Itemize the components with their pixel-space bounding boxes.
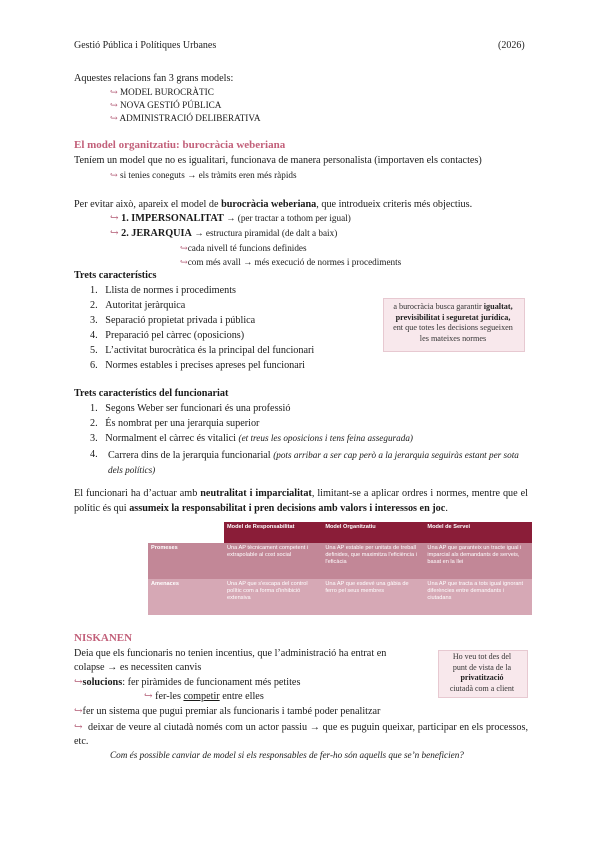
criterion-jerarquia: ↪ 2. JERARQUIA → estructura piramidal (de dalt a baix) bbox=[110, 228, 338, 239]
arrow-icon: ↪ bbox=[110, 100, 118, 110]
arrow-icon: ↪ bbox=[110, 228, 119, 239]
niskanen-paragraph-2: ↪fer un sistema que pugui premiar als funcionaris i també poder penalitzar bbox=[74, 706, 381, 717]
table-row bbox=[148, 579, 532, 615]
arrow-icon: ↪ bbox=[74, 706, 83, 717]
arrow-icon: ↪ bbox=[110, 87, 118, 97]
trait-item: 4. Preparació pel càrrec (oposicions) bbox=[90, 330, 245, 341]
table-row-label: Promeses bbox=[148, 543, 224, 579]
arrow-icon: ↪ bbox=[110, 170, 118, 180]
weber-paragraph-1-sub: ↪ si tenies coneguts → els tràmits eren més ràpids bbox=[110, 170, 297, 180]
criterion-impersonalitat: ↪ 1. IMPERSONALITAT → (per tractar a tothom per igual) bbox=[110, 213, 351, 224]
table-cell: Una AP estable per unitats de treball definides, que maximitza l'eficiència i l'eficàcia bbox=[322, 543, 424, 579]
weber-paragraph-1: Teníem un model que no es igualitari, funcionava de manera personalista (importaven els contactes) bbox=[74, 155, 482, 166]
note-box-bureaucracy-text: a burocràcia busca garantir igualtat, previsibilitat i seguretat jurídica, ent que totes les decisions segueixen les mateixes normes bbox=[393, 302, 513, 343]
arrow-icon: ↪ bbox=[180, 243, 188, 253]
official-trait-item: 3. Normalment el càrrec és vitalici (et treus les oposicions i tens feina assegurada) bbox=[90, 433, 413, 444]
arrow-icon: ↪ bbox=[74, 722, 83, 733]
official-trait-item: 4. Carrera dins de la jerarquia funcionarial (pots arribar a ser cap però a la jerarquia seguiràs estant per sota dels polítics) bbox=[90, 449, 519, 475]
weber-paragraph-3: El funcionari ha d’actuar amb neutralitat i imparcialitat, limitant-se a aplicar ordres i normes, mentre que el polític és qui assumeix la responsabilitat i pren decisions amb valors i interessos en joc. bbox=[74, 488, 528, 514]
table-cell: Una AP que esdevé una gàbia de ferro pel seus membres bbox=[322, 579, 424, 615]
official-trait-item: 2. És nombrat per una jerarquia superior bbox=[90, 418, 260, 429]
table-cell: Una AP tècnicament competent i extrapolable al cost social bbox=[224, 543, 322, 579]
trait-item: 5. L’activitat burocràtica és la principal del funcionari bbox=[90, 345, 315, 356]
arrow-icon: ↪ bbox=[180, 257, 188, 267]
section-heading-weber: El model organitzatiu: burocràcia weberiana bbox=[74, 139, 286, 151]
section-heading-niskanen: NISKANEN bbox=[74, 632, 133, 644]
niskanen-solutions: ↪solucions: fer piràmides de funcionament més petites bbox=[74, 677, 301, 688]
intro-text: Aquestes relacions fan 3 grans models: bbox=[74, 73, 234, 84]
niskanen-paragraph-1b: colapse → es necessiten canvis bbox=[74, 662, 202, 673]
table-cell: Una AP que tracta a tots igual ignorant diferències entre demandants i ciutadans bbox=[424, 579, 532, 615]
note-box-privatization-text: Ho veu tot des del punt de vista de la privatització ciutadà com a client bbox=[449, 652, 515, 693]
arrow-icon: ↪ bbox=[110, 213, 119, 224]
table-header-cell bbox=[148, 522, 224, 543]
trait-item: 2. Autoritat jeràrquica bbox=[90, 300, 186, 311]
model-item: ↪ ADMINISTRACIÓ DELIBERATIVA bbox=[110, 113, 261, 123]
model-item: ↪ NOVA GESTIÓ PÚBLICA bbox=[110, 100, 222, 110]
models-table bbox=[148, 522, 532, 615]
table-header-cell: Model de Servei bbox=[424, 522, 532, 543]
criterion-jerarquia-sub: ↪com més avall → més execució de normes i procediments bbox=[180, 257, 402, 267]
table-header-cell: Model Organitzatiu bbox=[322, 522, 424, 543]
trait-item: 3. Separació propietat privada i pública bbox=[90, 315, 256, 326]
weber-paragraph-2: Per evitar això, apareix el model de burocràcia weberiana, que introdueix criteris més objectius. bbox=[74, 199, 473, 210]
niskanen-paragraph-3: ↪ deixar de veure al ciutadà només com un actor passiu → que es puguin queixar, participar en els processos, etc. bbox=[74, 722, 528, 747]
table-header-cell: Model de Responsabilitat bbox=[224, 522, 322, 543]
trait-item: 1. Llista de normes i procediments bbox=[90, 285, 236, 296]
traits-heading: Trets característics bbox=[74, 270, 157, 281]
niskanen-paragraph-1: Deia que els funcionaris no tenien incentius, que l’administració ha entrat en bbox=[74, 648, 387, 659]
table-cell: Una AP que garanteix un tracte igual i imparcial als demandants de serveis, basat en la llei bbox=[424, 543, 532, 579]
arrow-icon: ↪ bbox=[144, 691, 153, 702]
document-header-year: (2026) bbox=[498, 40, 525, 51]
table-header-row bbox=[148, 522, 532, 543]
trait-item: 6. Normes estables i precises apreses pel funcionari bbox=[90, 360, 305, 371]
table-row-label: Amenaces bbox=[148, 579, 224, 615]
table-row bbox=[148, 543, 532, 579]
model-item: ↪ MODEL BUROCRÀTIC bbox=[110, 87, 214, 97]
criterion-jerarquia-sub: ↪cada nivell té funcions definides bbox=[180, 243, 307, 253]
official-trait-item: 1. Segons Weber ser funcionari és una professió bbox=[90, 403, 291, 414]
table-cell: Una AP que s'escapa del control polític com a forma d'inhibició extensiva bbox=[224, 579, 322, 615]
niskanen-solutions-sub: ↪ fer-les competir entre elles bbox=[144, 691, 264, 702]
official-traits-heading: Trets característics del funcionariat bbox=[74, 388, 229, 399]
arrow-icon: ↪ bbox=[74, 677, 83, 688]
niskanen-question: Com és possible canviar de model si els responsables de fer-ho són aquells que se’n beneficien? bbox=[110, 750, 464, 760]
document-header-title: Gestió Pública i Polítiques Urbanes bbox=[74, 40, 217, 51]
arrow-icon: ↪ bbox=[110, 113, 118, 123]
